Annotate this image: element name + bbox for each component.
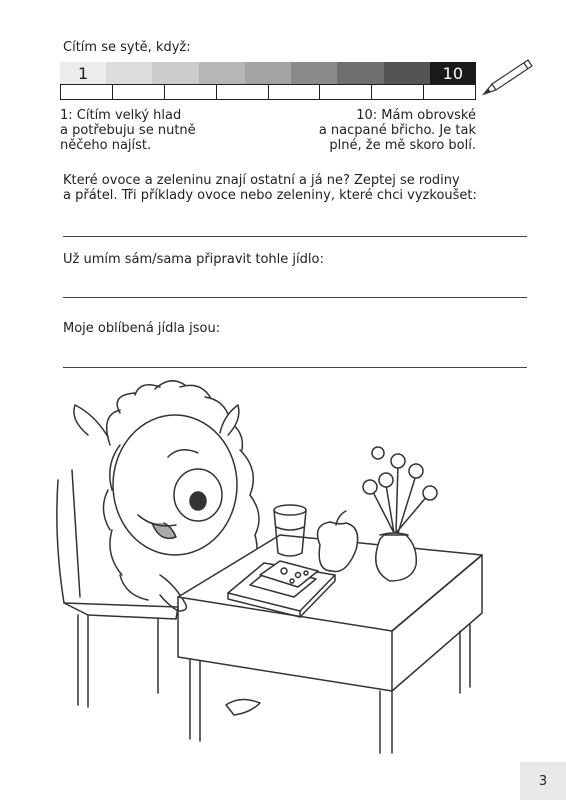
answer-line-2[interactable] bbox=[63, 297, 527, 298]
answer-box-6[interactable] bbox=[320, 85, 372, 99]
answer-box-3[interactable] bbox=[165, 85, 217, 99]
scale-cell-10 bbox=[430, 62, 476, 84]
scale-answer-boxes bbox=[60, 84, 476, 100]
scale-cell-1 bbox=[60, 62, 106, 84]
flower-icon bbox=[363, 447, 437, 500]
scale-cell-6 bbox=[291, 62, 337, 84]
answer-box-2[interactable] bbox=[113, 85, 165, 99]
scale-cell-7 bbox=[337, 62, 383, 84]
answer-box-7[interactable] bbox=[372, 85, 424, 99]
scale-left-caption-1: 1: Cítím velký hlad bbox=[60, 108, 182, 123]
scale-cell-5 bbox=[245, 62, 291, 84]
monster-at-table-illustration bbox=[50, 375, 510, 755]
scale-left-caption-3: něčeho najíst. bbox=[60, 138, 152, 153]
answer-box-8[interactable] bbox=[424, 85, 475, 99]
question-1-line-2: a přátel. Tři příklady ovoce nebo zeleniny, které chci vyzkoušet: bbox=[63, 188, 477, 203]
scale-left-caption-2: a potřebuju se nutně bbox=[60, 123, 196, 138]
satiety-prompt: Cítím se sytě, když: bbox=[63, 40, 191, 55]
scale-cell-8 bbox=[384, 62, 430, 84]
answer-line-3[interactable] bbox=[63, 367, 527, 368]
answer-box-4[interactable] bbox=[217, 85, 269, 99]
scale-right-caption-3: plné, že mě skoro bolí. bbox=[329, 138, 476, 153]
answer-line-1[interactable] bbox=[63, 236, 527, 237]
scale-min-label: 1 bbox=[78, 63, 89, 83]
scale-cell-3 bbox=[152, 62, 198, 84]
question-2: Už umím sám/sama připravit tohle jídlo: bbox=[63, 252, 324, 267]
pencil-icon bbox=[478, 56, 538, 100]
scale-max-label: 10 bbox=[442, 63, 464, 83]
scale-right-caption-2: a nacpané břicho. Je tak bbox=[318, 123, 476, 138]
question-1-line-1: Které ovoce a zeleninu znají ostatní a já ne? Zeptej se rodiny bbox=[63, 173, 460, 188]
answer-box-1[interactable] bbox=[61, 85, 113, 99]
scale-right-caption-1: 10: Mám obrovské bbox=[356, 108, 476, 123]
scale-cell-4 bbox=[199, 62, 245, 84]
satiety-scale bbox=[60, 62, 476, 84]
answer-box-5[interactable] bbox=[269, 85, 321, 99]
question-3: Moje oblíbená jídla jsou: bbox=[63, 321, 221, 336]
scale-cell-2 bbox=[106, 62, 152, 84]
page-number: 3 bbox=[520, 762, 566, 800]
